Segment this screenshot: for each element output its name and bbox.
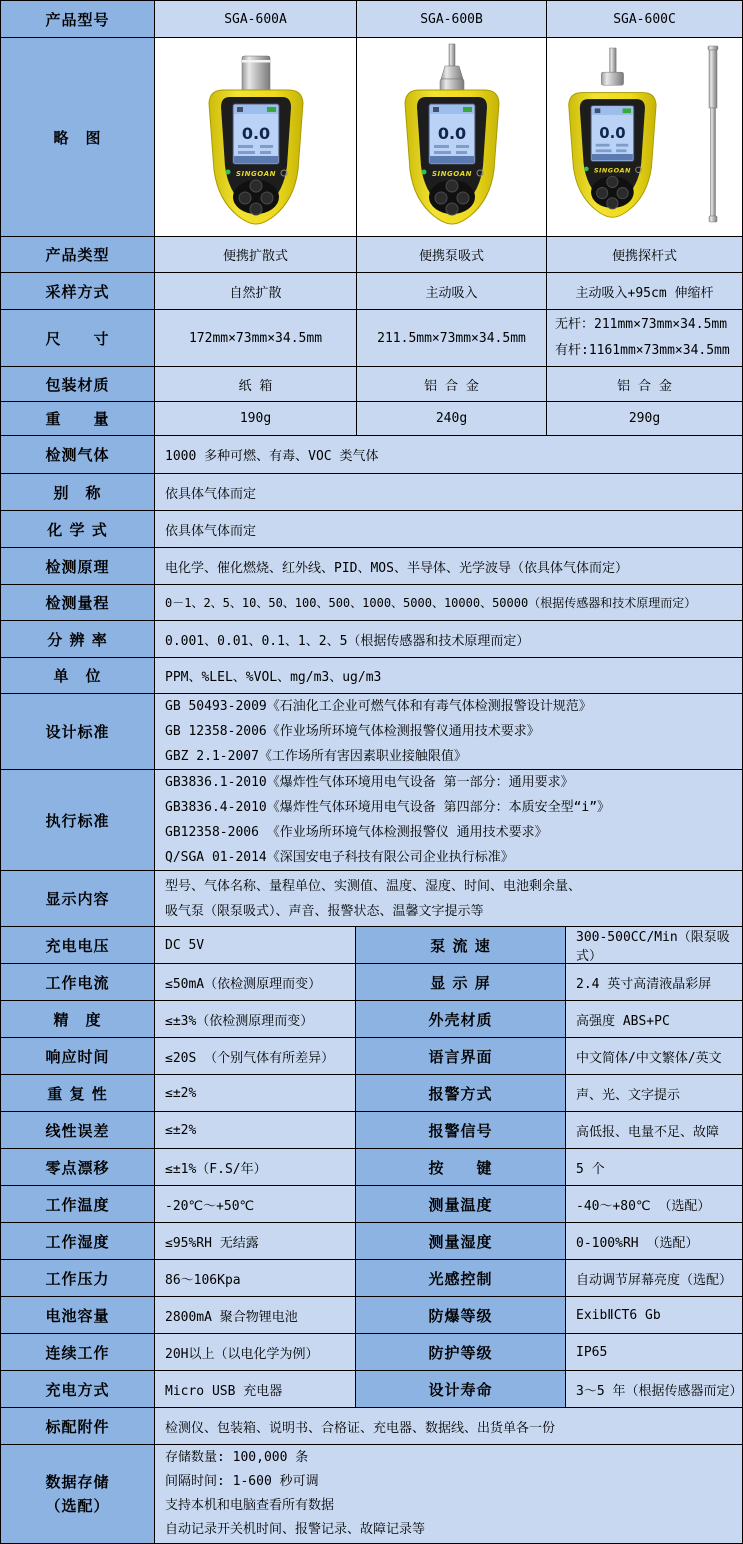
value-sampling-b: 主动吸入	[357, 273, 547, 309]
row-label-housing-material: 外壳材质	[356, 1001, 566, 1037]
row-label-exec-standard: 执行标准	[1, 770, 155, 870]
value-alias: 依具体气体而定	[155, 474, 742, 510]
table-row	[1, 694, 742, 770]
design-standard-line: GB 50493-2009《石油化工企业可燃气体和有毒气体检测报警设计规范》	[165, 699, 592, 714]
value-product-type-b: 便携泵吸式	[357, 237, 547, 272]
value-measure-temperature: -40～+80℃ （选配）	[566, 1186, 742, 1222]
data-storage-line: 自动记录开关机时间、报警记录、故障记录等	[165, 1522, 426, 1537]
row-label-working-pressure: 工作压力	[1, 1260, 155, 1296]
table-row	[1, 474, 742, 511]
row-label-pump-flow: 泵 流 速	[356, 927, 566, 963]
value-charging-method: Micro USB 充电器	[155, 1371, 356, 1407]
value-sampling-a: 自然扩散	[155, 273, 357, 309]
row-label-model: 产品型号	[1, 1, 155, 37]
table-row	[1, 927, 742, 964]
row-label-battery-capacity: 电池容量	[1, 1297, 155, 1333]
value-charging-voltage: DC 5V	[155, 927, 356, 963]
value-product-type-c: 便携探杆式	[547, 237, 742, 272]
row-label-sampling: 采样方式	[1, 273, 155, 309]
table-row	[1, 1001, 742, 1038]
value-response-time: ≤20S （个别气体有所差异）	[155, 1038, 356, 1074]
telescopic-rod-icon	[708, 46, 718, 222]
data-storage-label-line1: 数据存储	[45, 1473, 110, 1491]
value-buttons: 5 个	[566, 1149, 742, 1185]
svg-text:SINGOAN: SINGOAN	[235, 170, 276, 178]
value-protection-grade: IP65	[566, 1334, 742, 1370]
svg-text:0.0: 0.0	[241, 124, 270, 143]
value-alarm-signal: 高低报、电量不足、故障	[566, 1112, 742, 1148]
value-housing-material: 高强度 ABS+PC	[566, 1001, 742, 1037]
display-content-line: 型号、气体名称、量程单位、实测值、温度、湿度、时间、电池剩余量、	[165, 878, 582, 894]
row-label-repeatability: 重 复 性	[1, 1075, 155, 1111]
value-design-life: 3～5 年（根据传感器而定）	[566, 1371, 742, 1407]
table-row	[1, 1371, 742, 1408]
table-row	[1, 1, 742, 38]
gas-detector-probe-icon	[550, 42, 740, 232]
value-repeatability: ≤±2%	[155, 1075, 356, 1111]
value-target-gas: 1000 多种可燃、有毒、VOC 类气体	[155, 436, 742, 473]
value-dimensions-a: 172mm×73mm×34.5mm	[155, 310, 357, 366]
table-row	[1, 585, 742, 621]
value-language: 中文简体/中文繁体/英文	[566, 1038, 742, 1074]
row-label-working-temperature: 工作温度	[1, 1186, 155, 1222]
table-row	[1, 1260, 742, 1297]
data-storage-label-line2: （选配）	[45, 1497, 110, 1515]
model-c: SGA-600C	[547, 1, 742, 37]
row-label-alarm-mode: 报警方式	[356, 1075, 566, 1111]
svg-text:0.0: 0.0	[598, 124, 626, 143]
row-label-accessories: 标配附件	[1, 1408, 155, 1444]
design-standard-line: GB 12358-2006《作业场所环境气体检测报警仪通用技术要求》	[165, 724, 540, 739]
value-working-current: ≤50mA（依检测原理而变）	[155, 964, 356, 1000]
value-dimensions-b: 211.5mm×73mm×34.5mm	[357, 310, 547, 366]
row-label-buttons: 按 键	[356, 1149, 566, 1185]
value-accuracy: ≤±3%（依检测原理而变）	[155, 1001, 356, 1037]
device-image-sga-600a	[155, 38, 357, 236]
row-label-product-type: 产品类型	[1, 237, 155, 272]
row-label-light-control: 光感控制	[356, 1260, 566, 1296]
table-row	[1, 436, 742, 474]
value-data-storage	[155, 1445, 742, 1543]
row-label-design-life: 设计寿命	[356, 1371, 566, 1407]
row-label-alarm-signal: 报警信号	[356, 1112, 566, 1148]
value-design-standard	[155, 694, 742, 769]
data-storage-line: 间隔时间: 1-600 秒可调	[165, 1474, 319, 1489]
table-row	[1, 770, 742, 871]
svg-text:SINGOAN: SINGOAN	[431, 170, 472, 178]
value-light-control: 自动调节屏幕亮度（选配）	[566, 1260, 742, 1296]
value-exec-standard	[155, 770, 742, 870]
gas-detector-diffusion-icon	[176, 42, 336, 232]
table-row	[1, 237, 742, 273]
table-row	[1, 511, 742, 548]
value-packing-a: 纸 箱	[155, 367, 357, 401]
row-label-dimensions: 尺 寸	[1, 310, 155, 366]
value-measure-humidity: 0-100%RH （选配）	[566, 1223, 742, 1259]
value-weight-a: 190g	[155, 402, 357, 435]
gas-detector-pump-icon	[372, 42, 532, 232]
value-packing-b: 铝 合 金	[357, 367, 547, 401]
row-label-response-time: 响应时间	[1, 1038, 155, 1074]
table-row	[1, 1445, 742, 1543]
device-image-sga-600c	[547, 38, 742, 236]
table-row	[1, 367, 742, 402]
value-display-screen: 2.4 英寸高清液晶彩屏	[566, 964, 742, 1000]
row-label-linearity-error: 线性误差	[1, 1112, 155, 1148]
table-row	[1, 273, 742, 310]
dimensions-c-line1: 无杆：211mm×73mm×34.5mm	[555, 317, 728, 332]
value-weight-b: 240g	[357, 402, 547, 435]
svg-text:0.0: 0.0	[437, 124, 466, 143]
value-working-humidity: ≤95%RH 无结露	[155, 1223, 356, 1259]
row-label-chemical-formula: 化 学 式	[1, 511, 155, 547]
table-row	[1, 402, 742, 436]
dimensions-c-line2: 有杆:1161mm×73mm×34.5mm	[555, 343, 730, 358]
row-label-measure-humidity: 测量湿度	[356, 1223, 566, 1259]
value-zero-drift: ≤±1%（F.S/年）	[155, 1149, 356, 1185]
table-row	[1, 1408, 742, 1445]
display-content-line: 吸气泵（限泵吸式）、声音、报警状态、温馨文字提示等	[165, 903, 484, 919]
row-label-alias: 别 称	[1, 474, 155, 510]
table-row	[1, 621, 742, 658]
row-label-accuracy: 精 度	[1, 1001, 155, 1037]
row-label-display-content: 显示内容	[1, 871, 155, 926]
data-storage-line: 支持本机和电脑查看所有数据	[165, 1498, 335, 1513]
table-row	[1, 658, 742, 694]
row-label-display-screen: 显 示 屏	[356, 964, 566, 1000]
value-unit: PPM、%LEL、%VOL、mg/m3、ug/m3	[155, 658, 742, 693]
svg-text:SINGOAN: SINGOAN	[593, 166, 631, 175]
value-pump-flow: 300-500CC/Min（限泵吸式）	[566, 927, 742, 963]
model-a: SGA-600A	[155, 1, 357, 37]
row-label-working-humidity: 工作湿度	[1, 1223, 155, 1259]
exec-standard-line: GB12358-2006 《作业场所环境气体检测报警仪 通用技术要求》	[165, 825, 548, 840]
value-sampling-c: 主动吸入+95cm 伸缩杆	[547, 273, 742, 309]
row-label-unit: 单 位	[1, 658, 155, 693]
exec-standard-line: GB3836.4-2010《爆炸性气体环境用电气设备 第四部分：本质安全型“i”》	[165, 800, 611, 815]
table-row	[1, 871, 742, 927]
value-detection-principle: 电化学、催化燃烧、红外线、PID、MOS、半导体、光学波导（依具体气体而定）	[155, 548, 742, 584]
row-label-explosion-proof: 防爆等级	[356, 1297, 566, 1333]
exec-standard-line: Q/SGA 01-2014《深国安电子科技有限公司企业执行标准》	[165, 850, 514, 865]
table-row	[1, 1075, 742, 1112]
value-dimensions-c	[547, 310, 742, 366]
row-label-charging-voltage: 充电电压	[1, 927, 155, 963]
value-explosion-proof: ExibⅡCT6 Gb	[566, 1297, 742, 1333]
value-packing-c: 铝 合 金	[547, 367, 742, 401]
table-row	[1, 1334, 742, 1371]
value-display-content	[155, 871, 742, 926]
row-label-packing: 包装材质	[1, 367, 155, 401]
table-row	[1, 310, 742, 367]
row-label-language: 语言界面	[356, 1038, 566, 1074]
table-row	[1, 1112, 742, 1149]
row-label-detection-principle: 检测原理	[1, 548, 155, 584]
value-working-pressure: 86～106Kpa	[155, 1260, 356, 1296]
value-weight-c: 290g	[547, 402, 742, 435]
design-standard-line: GBZ 2.1-2007《工作场所有害因素职业接触限值》	[165, 749, 467, 764]
row-label-weight: 重 量	[1, 402, 155, 435]
row-label-resolution: 分 辨 率	[1, 621, 155, 657]
value-continuous-work: 20H以上（以电化学为例）	[155, 1334, 356, 1370]
value-alarm-mode: 声、光、文字提示	[566, 1075, 742, 1111]
row-label-design-standard: 设计标准	[1, 694, 155, 769]
value-chemical-formula: 依具体气体而定	[155, 511, 742, 547]
row-label-protection-grade: 防护等级	[356, 1334, 566, 1370]
row-label-measure-temperature: 测量温度	[356, 1186, 566, 1222]
value-product-type-a: 便携扩散式	[155, 237, 357, 272]
value-battery-capacity: 2800mA 聚合物锂电池	[155, 1297, 356, 1333]
table-row	[1, 1149, 742, 1186]
data-storage-line: 存储数量: 100,000 条	[165, 1450, 309, 1465]
table-row	[1, 1297, 742, 1334]
table-row	[1, 1038, 742, 1075]
row-label-continuous-work: 连续工作	[1, 1334, 155, 1370]
value-resolution: 0.001、0.01、0.1、1、2、5（根据传感器和技术原理而定）	[155, 621, 742, 657]
table-row	[1, 964, 742, 1001]
value-accessories: 检测仪、包装箱、说明书、合格证、充电器、数据线、出货单各一份	[155, 1408, 742, 1444]
model-b: SGA-600B	[357, 1, 547, 37]
exec-standard-line: GB3836.1-2010《爆炸性气体环境用电气设备 第一部分：通用要求》	[165, 775, 574, 790]
row-label-sketch: 略 图	[1, 38, 155, 236]
row-label-working-current: 工作电流	[1, 964, 155, 1000]
row-label-detection-range: 检测量程	[1, 585, 155, 620]
value-working-temperature: -20℃～+50℃	[155, 1186, 356, 1222]
row-label-zero-drift: 零点漂移	[1, 1149, 155, 1185]
table-row	[1, 1186, 742, 1223]
table-row	[1, 1223, 742, 1260]
row-label-charging-method: 充电方式	[1, 1371, 155, 1407]
value-linearity-error: ≤±2%	[155, 1112, 356, 1148]
row-label-target-gas: 检测气体	[1, 436, 155, 473]
device-image-sga-600b	[357, 38, 547, 236]
table-row	[1, 38, 742, 237]
table-row	[1, 548, 742, 585]
row-label-data-storage	[1, 1445, 155, 1543]
value-detection-range: 0－1、2、5、10、50、100、500、1000、5000、10000、50000（根据传感器和技术原理而定）	[155, 585, 742, 620]
